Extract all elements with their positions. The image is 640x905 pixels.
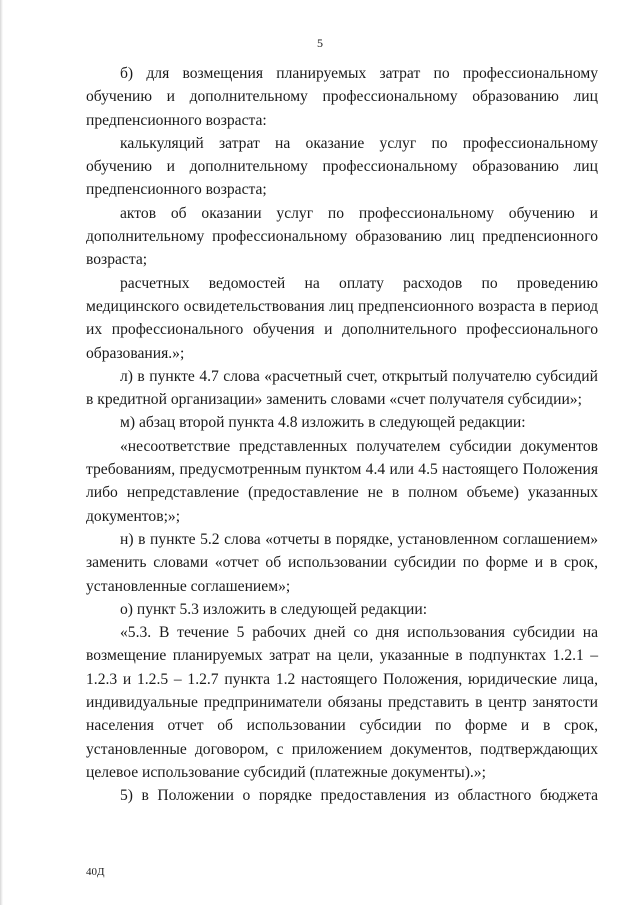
- paragraph-cost-calculations: калькуляций затрат на оказание услуг по профессиональному обучению и дополнительному профессиональному образованию лиц предпенсионного возраста;: [86, 134, 598, 199]
- document-body: [86, 62, 598, 808]
- paragraph-m-clause-4-8: м) абзац второй пункта 4.8 изложить в следующей редакции:: [120, 414, 526, 432]
- paragraph-o-clause-5-3: о) пункт 5.3 изложить в следующей редакции:: [120, 600, 428, 618]
- paragraph-payment-statements: расчетных ведомостей на оплату расходов по проведению медицинского освидетельствования лиц предпенсионного возраста в период их профессионального обучения и дополнительного профессионального образования.»;: [86, 274, 598, 362]
- paragraph-clause-5-3-text: «5.3. В течение 5 рабочих дней со дня использования субсидии на возмещение планируемых затрат на цели, указанные в подпунктах 1.2.1 – 1.2.3 и 1.2.5 – 1.2.7 пункта 1.2 настоящего Положения, юридические лица, индивидуальные предприниматели обязаны представить в центр занятости населения отчет об использовании субсидии по форме и в срок, установленные договором, с приложением документов, подтверждающих целевое использование субсидий (платежные документы).»;: [86, 624, 598, 781]
- paragraph-nonconformity: «несоответствие представленных получателем субсидии документов требованиям, предусмотренным пунктом 4.4 или 4.5 настоящего Положения либо непредставление (предоставление не в полном объеме) указанных документов;»;: [86, 437, 598, 525]
- page-edge-shadow: [0, 0, 3, 905]
- page-number: 5: [317, 36, 323, 50]
- paragraph-service-acts: актов об оказании услуг по профессиональному обучению и дополнительному профессиональному образованию лиц предпенсионного возраста;: [86, 204, 598, 269]
- paragraph-l-clause-4-7: л) в пункте 4.7 слова «расчетный счет, открытый получателю субсидий в кредитной организации» заменить словами «счет получателя субсидии»;: [86, 367, 598, 409]
- paragraph-5-regulation: 5) в Положении о порядке предоставления из областного бюджета: [120, 787, 598, 805]
- footer-document-code: 40Д: [86, 866, 105, 878]
- paragraph-n-clause-5-2: н) в пункте 5.2 слова «отчеты в порядке, установленном соглашением» заменить словами «отчет об использовании субсидии по форме и в срок, установленные соглашением»;: [86, 530, 598, 595]
- paragraph-b-reimbursement: б) для возмещения планируемых затрат по профессиональному обучению и дополнительному профессиональному образованию лиц предпенсионного возраста:: [86, 65, 598, 129]
